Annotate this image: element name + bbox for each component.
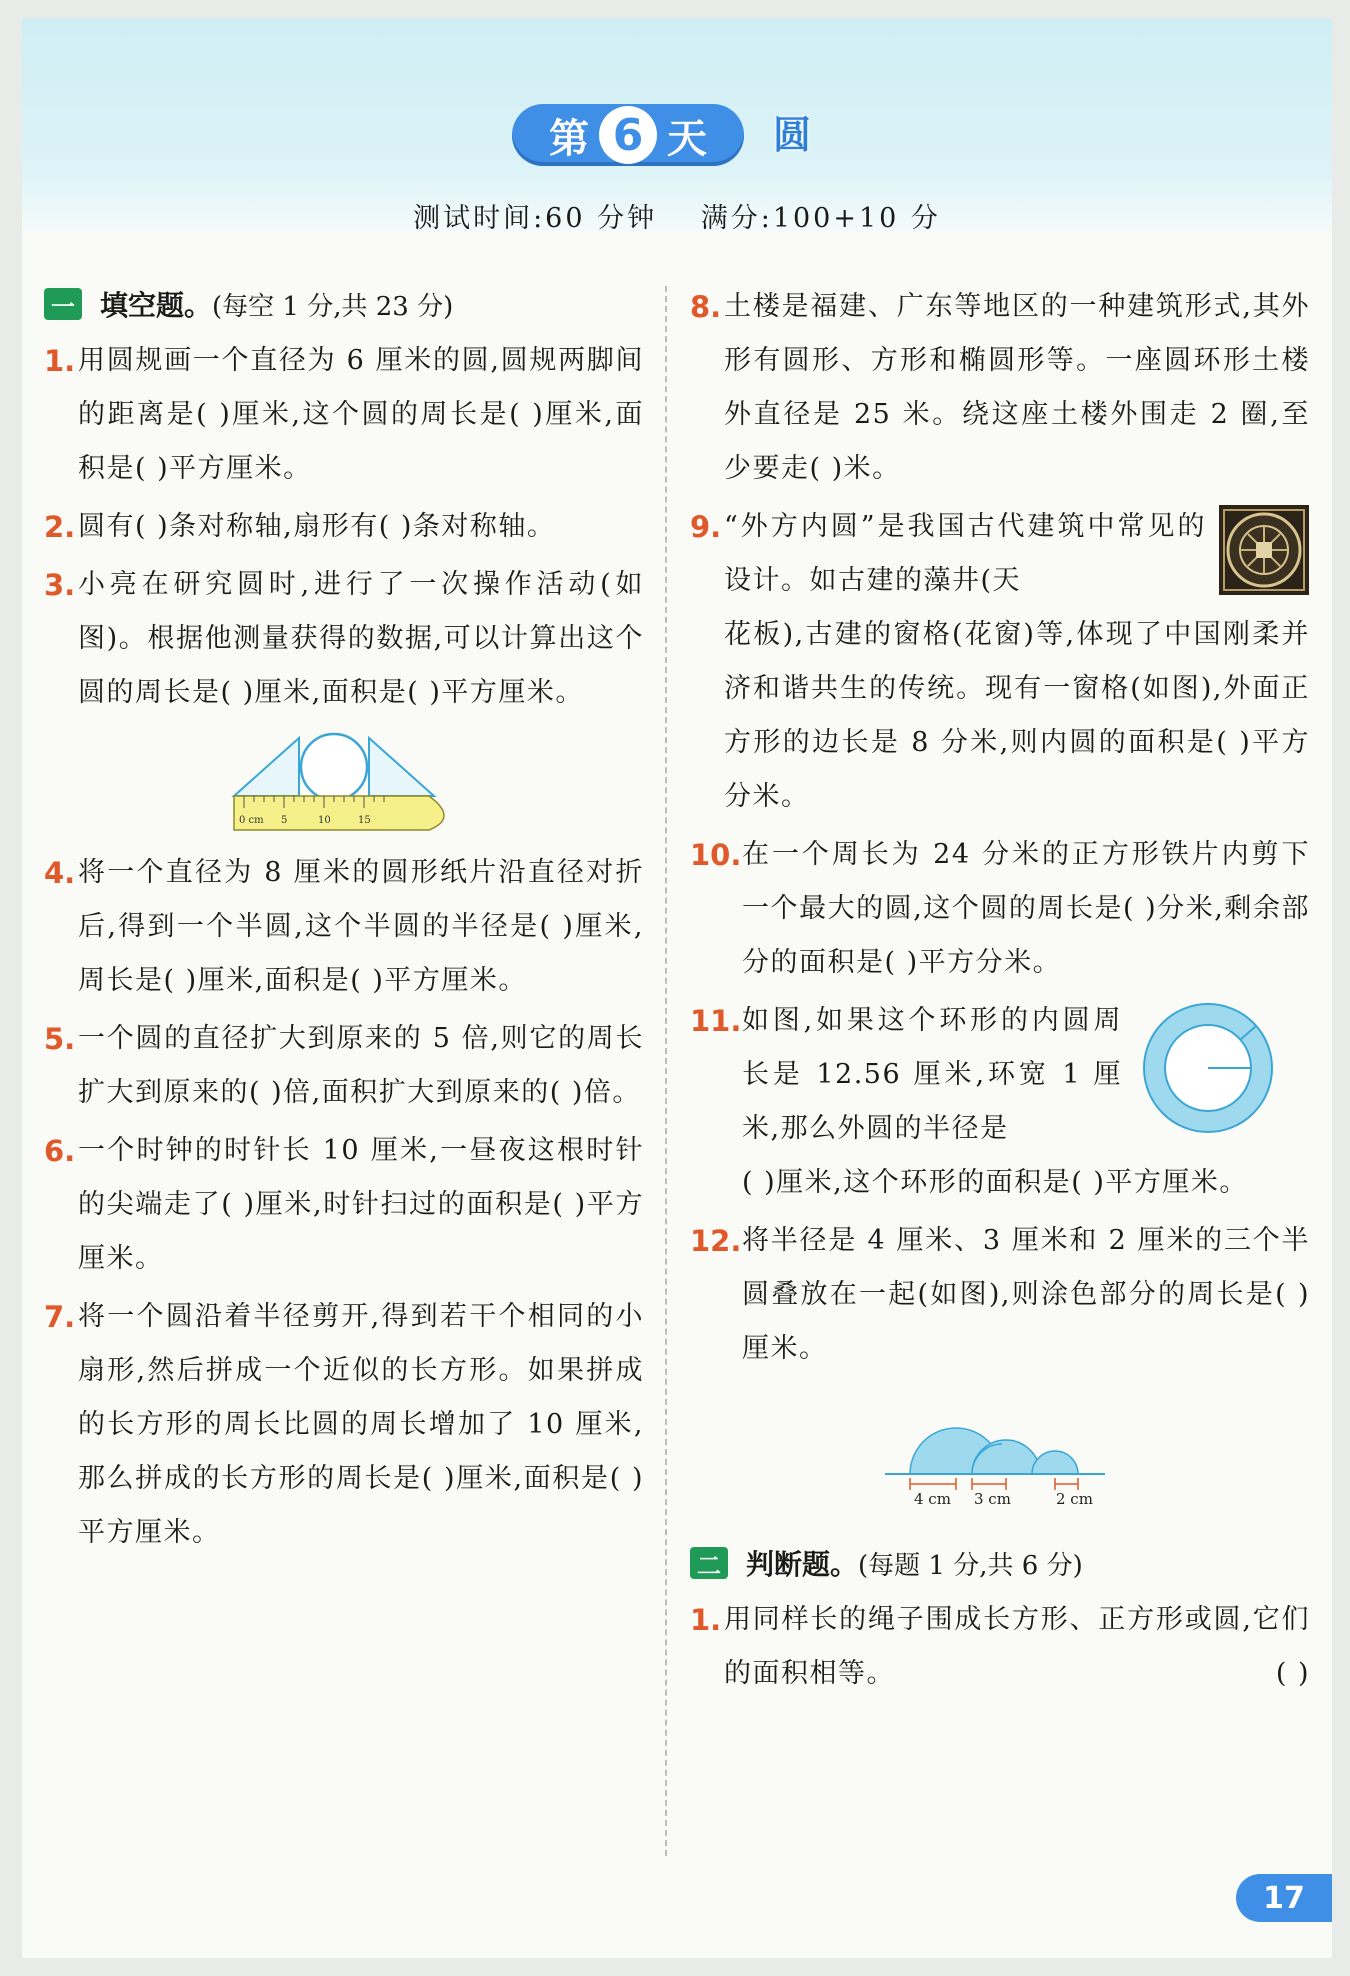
question-6 (44, 1124, 644, 1286)
question-text-part2: ( )厘米,这个环形的面积是( )平方厘米。 (742, 1167, 1248, 1198)
semicircle-label-2cm: 2 cm (1056, 1490, 1093, 1508)
question-number: 6. (44, 1134, 76, 1168)
question-number: 2. (44, 510, 76, 544)
question-number: 1. (690, 1603, 722, 1637)
test-time: 测试时间:60 分钟 (413, 203, 658, 234)
question-text: 土楼是福建、广东等地区的一种建筑形式,其外形有圆形、方形和椭圆形等。一座圆环形土楼外直径是 25 米。绕这座土楼外围走 2 圈,至少要走( )米。 (724, 291, 1310, 484)
ruler-label-10: 10 (318, 815, 331, 826)
ruler-label-5: 5 (281, 815, 288, 826)
topic-title: 圆 (772, 113, 811, 157)
section-header-true-false (690, 1539, 1310, 1587)
question-text: 用同样长的绳子围成长方形、正方形或圆,它们的面积相等。 (724, 1604, 1310, 1689)
day-number: 6 (599, 106, 657, 164)
section-badge: 一 (44, 288, 82, 320)
section-header-fill-in (44, 280, 644, 328)
semicircle-label-3cm: 3 cm (974, 1490, 1011, 1508)
question-number: 12. (690, 1224, 742, 1258)
question-2 (44, 500, 644, 554)
question-11 (690, 994, 1310, 1210)
question-12 (690, 1214, 1310, 1376)
test-info (22, 196, 1332, 235)
page-number: 17 (1236, 1874, 1332, 1922)
section-note: (每题 1 分,共 6 分) (858, 1550, 1083, 1581)
left-column (44, 280, 644, 1564)
question-text: 在一个周长为 24 分米的正方形铁片内剪下一个最大的圆,这个圆的周长是( )分米,剩余部分的面积是( )平方分米。 (742, 839, 1310, 978)
ring-figure (1136, 996, 1286, 1146)
question-text-part1: 如图,如果这个环形的内圆周长是 12.56 厘米,环宽 1 厘米,那么外圆的半径是 (742, 1005, 1122, 1144)
question-text: 一个时钟的时针长 10 厘米,一昼夜这根时针的尖端走了( )厘米,时针扫过的面积是( )平方厘米。 (78, 1135, 644, 1274)
question-text: 用圆规画一个直径为 6 厘米的圆,圆规两脚间的距离是( )厘米,这个圆的周长是( )厘米,面积是( )平方厘米。 (78, 345, 644, 484)
judge-question-1 (690, 1593, 1310, 1701)
question-text: 一个圆的直径扩大到原来的 5 倍,则它的周长扩大到原来的( )倍,面积扩大到原来的( )倍。 (78, 1023, 644, 1108)
question-text: 小亮在研究圆时,进行了一次操作活动(如图)。根据他测量获得的数据,可以计算出这个圆的周长是( )厘米,面积是( )平方厘米。 (78, 569, 644, 708)
semicircles-figure (690, 1404, 1310, 1509)
question-number: 10. (690, 838, 742, 872)
question-number: 9. (690, 510, 722, 544)
answer-blank[interactable]: ( ) (1275, 1658, 1310, 1689)
question-text-part2: 花板),古建的窗格(花窗)等,体现了中国刚柔并济和谐共生的传统。现有一窗格(如图),外面正方形的边长是 8 分米,则内圆的面积是( )平方分米。 (724, 619, 1310, 812)
full-score: 满分:100+10 分 (700, 203, 941, 234)
semicircle-label-4cm: 4 cm (914, 1490, 951, 1508)
section-badge: 二 (690, 1547, 728, 1579)
column-divider (665, 286, 667, 1856)
question-text: 将一个直径为 8 厘米的圆形纸片沿直径对折后,得到一个半圆,这个半圆的半径是( )厘米,周长是( )厘米,面积是( )平方厘米。 (78, 857, 644, 996)
section-title: 填空题。 (100, 289, 213, 322)
ruler-label-0: 0 cm (239, 815, 264, 826)
question-9 (690, 500, 1310, 824)
question-text: 将一个圆沿着半径剪开,得到若干个相同的小扇形,然后拼成一个近似的长方形。如果拼成的长方形的周长比圆的周长增加了 10 厘米,那么拼成的长方形的周长是( )厘米,面积是( )平方厘米。 (78, 1301, 644, 1548)
ruler-triangles-circle-illustration (229, 726, 459, 836)
question-number: 3. (44, 568, 76, 602)
ruler-figure (44, 726, 644, 836)
stacked-semicircles-illustration (880, 1404, 1120, 1509)
question-10 (690, 828, 1310, 990)
day-suffix: 天 (667, 115, 707, 162)
question-3 (44, 558, 644, 720)
worksheet-page (22, 18, 1332, 1958)
question-7 (44, 1290, 644, 1560)
question-text-part1: “外方内圆”是我国古代建筑中常见的设计。如古建的藻井(天 (724, 511, 1206, 596)
question-text: 将半径是 4 厘米、3 厘米和 2 厘米的三个半圆叠放在一起(如图),则涂色部分的周长是( )厘米。 (742, 1225, 1310, 1364)
window-lattice-image (1218, 504, 1310, 596)
question-1 (44, 334, 644, 496)
day-badge (512, 104, 744, 166)
question-4 (44, 846, 644, 1008)
right-column (690, 280, 1310, 1705)
question-number: 5. (44, 1022, 76, 1056)
question-number: 4. (44, 856, 76, 890)
day-prefix: 第 (549, 115, 589, 162)
question-text: 圆有( )条对称轴,扇形有( )条对称轴。 (78, 511, 556, 542)
section-note: (每空 1 分,共 23 分) (212, 291, 454, 322)
ruler-label-15: 15 (358, 815, 371, 826)
question-number: 7. (44, 1300, 76, 1334)
question-number: 11. (690, 1004, 742, 1038)
question-8 (690, 280, 1310, 496)
question-5 (44, 1012, 644, 1120)
section-title: 判断题。 (746, 1548, 859, 1581)
question-number: 1. (44, 344, 76, 378)
question-number: 8. (690, 290, 722, 324)
